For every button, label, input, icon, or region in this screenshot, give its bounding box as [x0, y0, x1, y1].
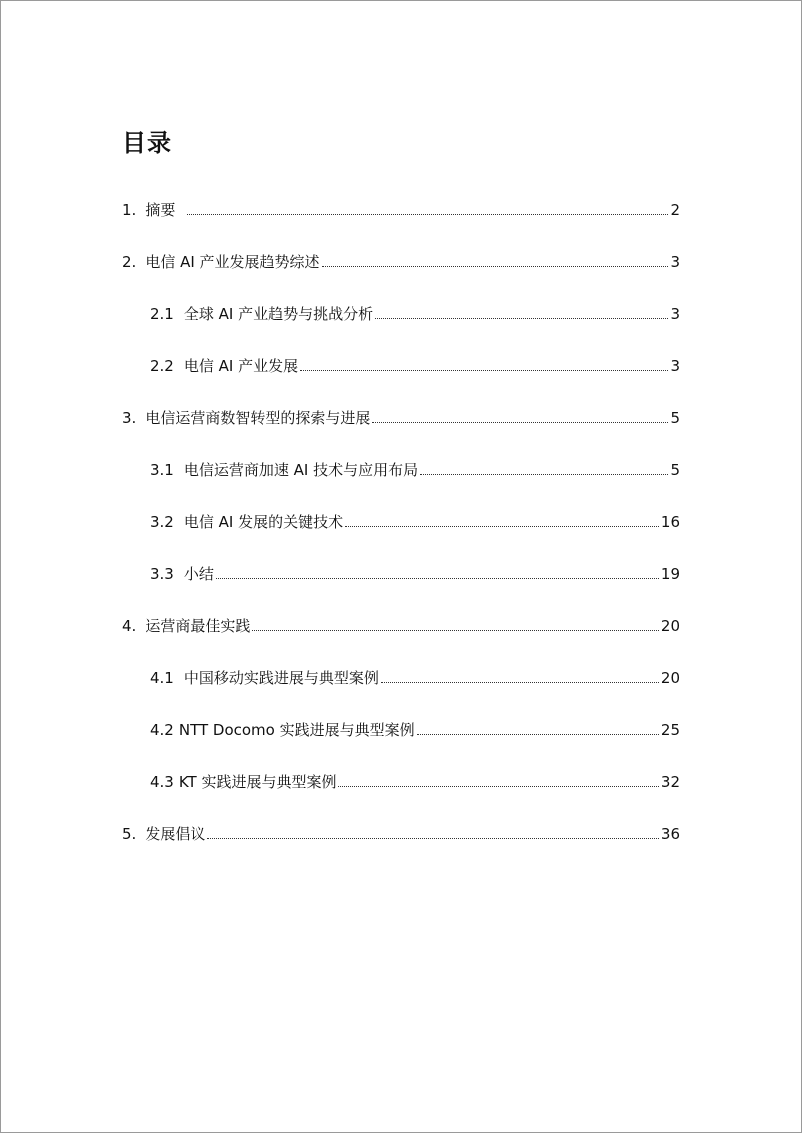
toc-entry[interactable]	[122, 251, 680, 273]
toc-entry-number: 1.	[122, 201, 137, 219]
toc-entry-number: 4.1	[150, 669, 174, 687]
toc-entry[interactable]	[150, 771, 680, 793]
toc-entry[interactable]	[150, 667, 680, 689]
toc-entry-number: 4.	[122, 617, 137, 635]
toc-entry-label: 运营商最佳实践	[145, 617, 251, 635]
toc-entry-number: 2.	[122, 253, 137, 271]
toc-entry[interactable]	[150, 459, 680, 481]
toc-entry[interactable]	[150, 303, 680, 325]
dot-leader	[322, 266, 669, 267]
toc-entry-page: 5	[670, 461, 680, 479]
toc-entry-page: 32	[660, 773, 680, 791]
dot-leader	[417, 734, 659, 735]
toc-entry-number: 2.2	[150, 357, 174, 375]
toc-title: 目录	[122, 129, 172, 157]
toc-entry-page: 3	[670, 357, 680, 375]
toc-entry-number: 3.3	[150, 565, 174, 583]
toc-entry-page: 3	[670, 253, 680, 271]
toc-entry-label: 中国移动实践进展与典型案例	[183, 669, 379, 687]
toc-entry-number: 4.3	[150, 773, 174, 791]
toc-entry[interactable]	[122, 823, 680, 845]
toc-entry[interactable]	[150, 563, 680, 585]
toc-entry-label: 电信运营商加速 AI 技术与应用布局	[183, 461, 419, 479]
dot-leader	[345, 526, 659, 527]
toc-entry[interactable]	[122, 407, 680, 429]
toc-entry-label: 摘要	[145, 201, 176, 219]
toc-entry-page: 5	[670, 409, 680, 427]
toc-entry-label: 电信 AI 产业发展	[183, 357, 299, 375]
toc-entry-label: KT 实践进展与典型案例	[178, 773, 337, 791]
toc-entry-page: 36	[660, 825, 680, 843]
dot-leader	[372, 422, 668, 423]
toc-entry-page: 20	[660, 669, 680, 687]
toc-entry-number: 2.1	[150, 305, 174, 323]
toc-entry-number: 4.2	[150, 721, 174, 739]
toc-entry-page: 2	[670, 201, 680, 219]
toc-entry-label: NTT Docomo 实践进展与典型案例	[178, 721, 415, 739]
toc-entry[interactable]	[150, 355, 680, 377]
toc-entry-label: 电信 AI 发展的关键技术	[183, 513, 344, 531]
toc-entry-page: 19	[660, 565, 680, 583]
toc-entry[interactable]	[122, 615, 680, 637]
toc-entry-label: 全球 AI 产业趋势与挑战分析	[183, 305, 374, 323]
dot-leader	[420, 474, 668, 475]
dot-leader	[187, 214, 668, 215]
dot-leader	[216, 578, 659, 579]
toc-entry-page: 25	[660, 721, 680, 739]
toc-entry[interactable]	[122, 199, 680, 221]
toc-entry-label: 发展倡议	[145, 825, 206, 843]
toc-entry-label: 电信 AI 产业发展趋势综述	[145, 253, 320, 271]
toc-entry-number: 3.	[122, 409, 137, 427]
toc-entry-number: 3.1	[150, 461, 174, 479]
dot-leader	[381, 682, 659, 683]
toc-entry[interactable]	[150, 511, 680, 533]
toc-entry-label: 小结	[183, 565, 214, 583]
dot-leader	[375, 318, 668, 319]
toc-entry-number: 3.2	[150, 513, 174, 531]
dot-leader	[207, 838, 659, 839]
toc-entry-page: 20	[660, 617, 680, 635]
toc-entry[interactable]	[150, 719, 680, 741]
toc-entry-page: 16	[660, 513, 680, 531]
toc-entry-page: 3	[670, 305, 680, 323]
dot-leader	[252, 630, 659, 631]
dot-leader	[300, 370, 668, 371]
dot-leader	[338, 786, 658, 787]
toc-entry-number: 5.	[122, 825, 137, 843]
toc-entry-label: 电信运营商数智转型的探索与进展	[145, 409, 371, 427]
